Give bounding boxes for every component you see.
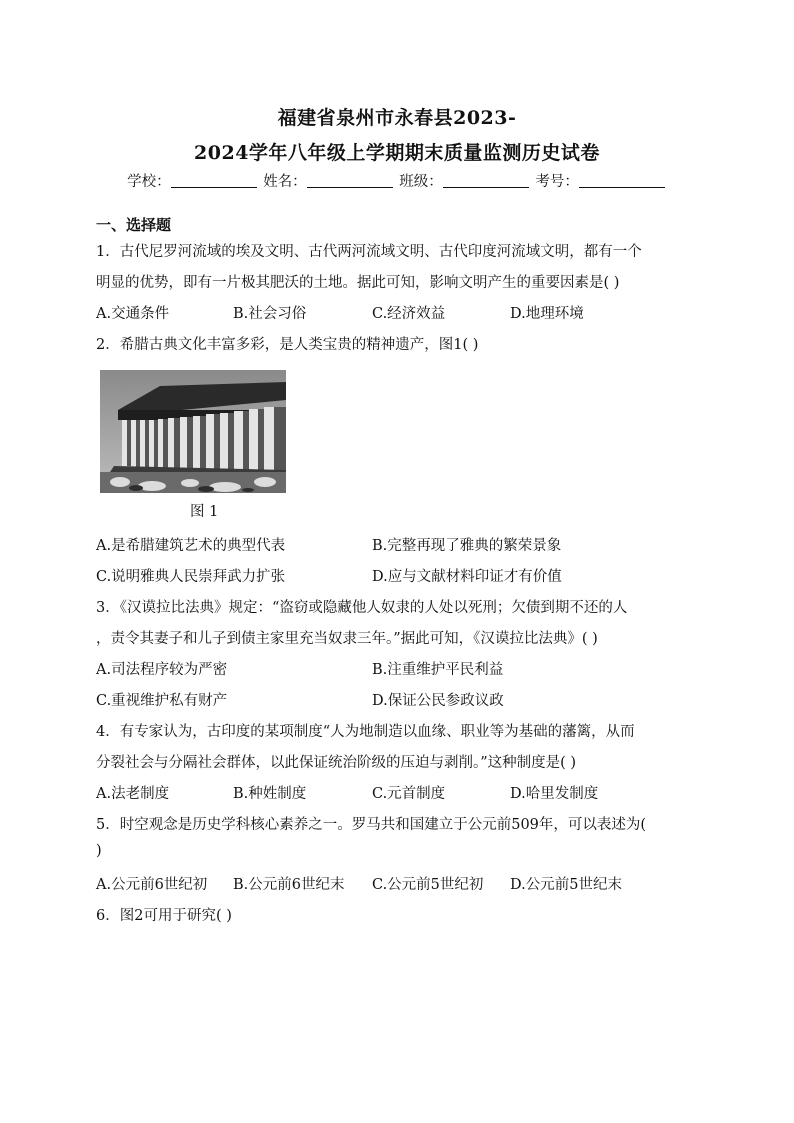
question-5-option-a[interactable]: A.公元前6世纪初 (96, 877, 208, 893)
question-1-line-1: 1．古代尼罗河流域的埃及文明、古代两河流域文明、古代印度河流域文明，都有一个 (96, 244, 642, 260)
question-3-option-d[interactable]: D.保证公民参政议政 (372, 693, 504, 709)
section-title: 一、选择题 (96, 216, 172, 234)
name-blank[interactable] (307, 173, 393, 188)
question-2-option-b[interactable]: B.完整再现了雅典的繁荣景象 (372, 538, 562, 554)
exam-number-label: 考号： (535, 174, 579, 190)
question-5-option-d[interactable]: D.公元前5世纪末 (510, 877, 622, 893)
question-3-line-2: ，责令其妻子和儿子到债主家里充当奴隶三年。”据此可知，《汉谟拉比法典》( ) (96, 631, 598, 647)
class-blank[interactable] (443, 173, 529, 188)
question-4-option-a[interactable]: A.法老制度 (96, 786, 170, 802)
question-2-option-a[interactable]: A.是希腊建筑艺术的典型代表 (96, 538, 286, 554)
question-4-option-d[interactable]: D.哈里发制度 (510, 786, 599, 802)
question-2-option-c[interactable]: C.说明雅典人民崇拜武力扩张 (96, 569, 286, 585)
question-2-option-d[interactable]: D.应与文献材料印证才有价值 (372, 569, 562, 585)
figure-1-caption: 图 1 (190, 504, 219, 520)
student-info-row (0, 170, 794, 191)
question-6-line-1: 6．图2可用于研究( ) (96, 908, 232, 924)
question-5-line-1: 5．时空观念是历史学科核心素养之一。罗马共和国建立于公元前509年，可以表述为( (96, 817, 647, 833)
question-1-option-b[interactable]: B.社会习俗 (233, 306, 307, 322)
question-5-line-2: ) (96, 843, 102, 859)
question-3-option-c[interactable]: C.重视维护私有财产 (96, 693, 228, 709)
question-1-option-c[interactable]: C.经济效益 (372, 306, 446, 322)
exam-title-line1: 福建省泉州市永春县2023- (277, 107, 517, 129)
exam-title-line2: 2024学年八年级上学期期末质量监测历史试卷 (194, 142, 600, 164)
question-1-option-a[interactable]: A.交通条件 (96, 306, 170, 322)
exam-number-blank[interactable] (579, 173, 665, 188)
question-4-option-c[interactable]: C.元首制度 (372, 786, 446, 802)
question-5-option-b[interactable]: B.公元前6世纪末 (233, 877, 345, 893)
class-label: 班级： (399, 174, 443, 190)
question-4-option-b[interactable]: B.种姓制度 (233, 786, 307, 802)
question-3-option-b[interactable]: B.注重维护平民利益 (372, 662, 504, 678)
question-1-option-d[interactable]: D.地理环境 (510, 306, 584, 322)
question-1-line-2: 明显的优势，即有一片极其肥沃的土地。据此可知，影响文明产生的重要因素是( ) (96, 275, 620, 291)
question-3-option-a[interactable]: A.司法程序较为严密 (96, 662, 228, 678)
question-4-line-2: 分裂社会与分隔社会群体，以此保证统治阶级的压迫与剥削。”这种制度是( ) (96, 755, 577, 771)
name-label: 姓名： (263, 174, 307, 190)
question-2-line-1: 2．希腊古典文化丰富多彩，是人类宝贵的精神遗产，图1( ) (96, 337, 479, 353)
question-5-option-c[interactable]: C.公元前5世纪初 (372, 877, 484, 893)
question-4-line-1: 4．有专家认为，古印度的某项制度“人为地制造以血缘、职业等为基础的藩篱，从而 (96, 724, 635, 740)
question-3-line-1: 3．《汉谟拉比法典》规定：“盗窃或隐藏他人奴隶的人处以死刑；欠债到期不还的人 (96, 600, 628, 616)
parthenon-photo (100, 370, 286, 493)
school-blank[interactable] (171, 173, 257, 188)
school-label: 学校： (127, 174, 171, 190)
